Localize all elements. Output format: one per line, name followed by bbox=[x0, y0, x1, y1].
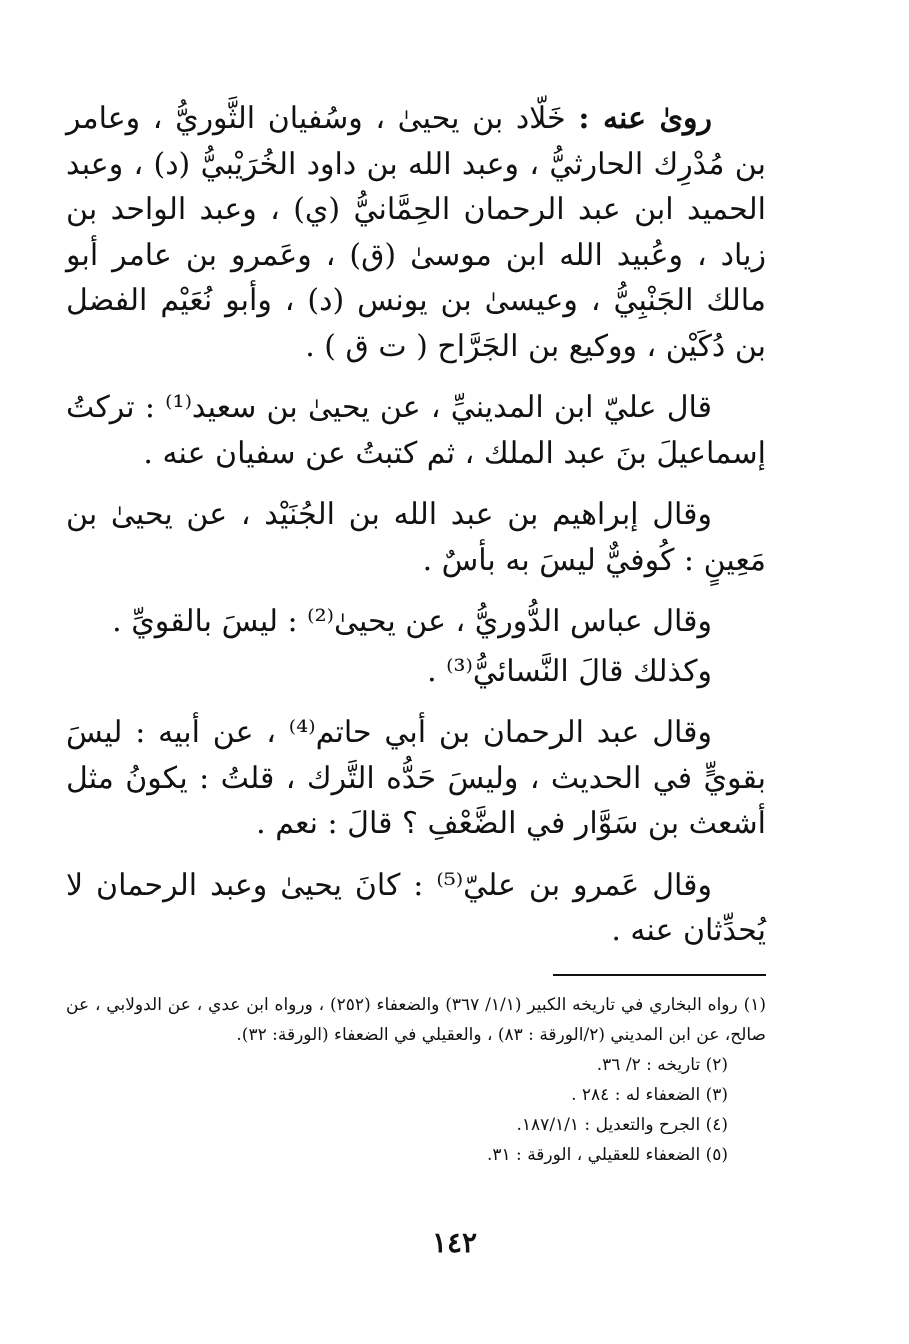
footnote-separator bbox=[553, 974, 766, 976]
footnote-3: (٣) الضعفاء له : ٢٨٤ . bbox=[571, 1085, 728, 1105]
footnotes bbox=[66, 990, 766, 1170]
narrators-heading: روىٰ عنه : bbox=[578, 101, 712, 136]
paragraph-amr-ibn-ali: وقال عَمرو بن عليّ⁽⁵⁾ : كانَ يحيىٰ وعبد الرحمان لا يُحدِّثان عنه . bbox=[66, 867, 766, 948]
main-text bbox=[66, 96, 766, 954]
paragraph-abbas-al-duri: وقال عباس الدُّوريُّ ، عن يحيىٰ⁽²⁾ : ليسَ بالقويِّ . bbox=[112, 604, 712, 639]
paragraph-ibrahim-ibn-al-junayd: وقال إبراهيم بن عبد الله بن الجُنَيْد ، عن يحيىٰ بن مَعِينٍ : كُوفيٌّ ليسَ به بأسٌ . bbox=[66, 497, 766, 578]
narrators-list: خَلّاد بن يحيىٰ ، وسُفيان الثَّوريُّ ، وعامر بن مُدْرِك الحارثيُّ ، وعبد الله بن داود الخُرَيْبيُّ (د) ، وعبد الحميد ابن عبد الرحمان الحِمَّانيُّ (ي) ، وعبد الواحد بن زياد ، وعُبيد الله ابن موسىٰ (ق) ، وعَمرو بن عامر أبو مالك الجَنْبِيُّ ، وعيسىٰ بن يونس (د) ، وأبو نُعَيْم الفضل بن دُكَيْن ، ووكيع بن الجَرَّاح ( ت ق ) . bbox=[66, 101, 766, 364]
footnote-2: (٢) تاريخه : ٢/ ٣٦. bbox=[596, 1055, 728, 1075]
page-number: ١٤٢ bbox=[431, 1226, 478, 1259]
footnote-5: (٥) الضعفاء للعقيلي ، الورقة : ٣١. bbox=[486, 1145, 728, 1165]
footnote-1: (١) رواه البخاري في تاريخه الكبير (١/١/ ٣٦٧) والضعفاء (٢٥٢) ، ورواه ابن عدي ، عن الدولابي ، عن صالح، عن ابن المديني (٢/الورقة : ٨٣) ، والعقيلي في الضعفاء (الورقة: ٣٢). bbox=[66, 995, 766, 1045]
paragraph-narrators bbox=[66, 96, 766, 369]
paragraph-al-nasai: وكذلك قالَ النَّسائيُّ⁽³⁾ . bbox=[427, 653, 712, 689]
paragraph-ali-ibn-al-madini: قال عليّ ابن المدينيِّ ، عن يحيىٰ بن سعيد⁽¹⁾ : تركتُ إسماعيلَ بنَ عبد الملك ، ثم كتبتُ عن سفيان عنه . bbox=[66, 390, 766, 471]
footnote-4: (٤) الجرح والتعديل : ١٨٧/١/١. bbox=[516, 1115, 728, 1135]
paragraph-ibn-abi-hatim: وقال عبد الرحمان بن أبي حاتم⁽⁴⁾ ، عن أبيه : ليسَ بقويٍّ في الحديث ، وليسَ حَدُّه التَّرك ، قلتُ : يكونُ مثل أشعث بن سَوَّار في الضَّعْفِ ؟ قالَ : نعم . bbox=[66, 715, 766, 841]
